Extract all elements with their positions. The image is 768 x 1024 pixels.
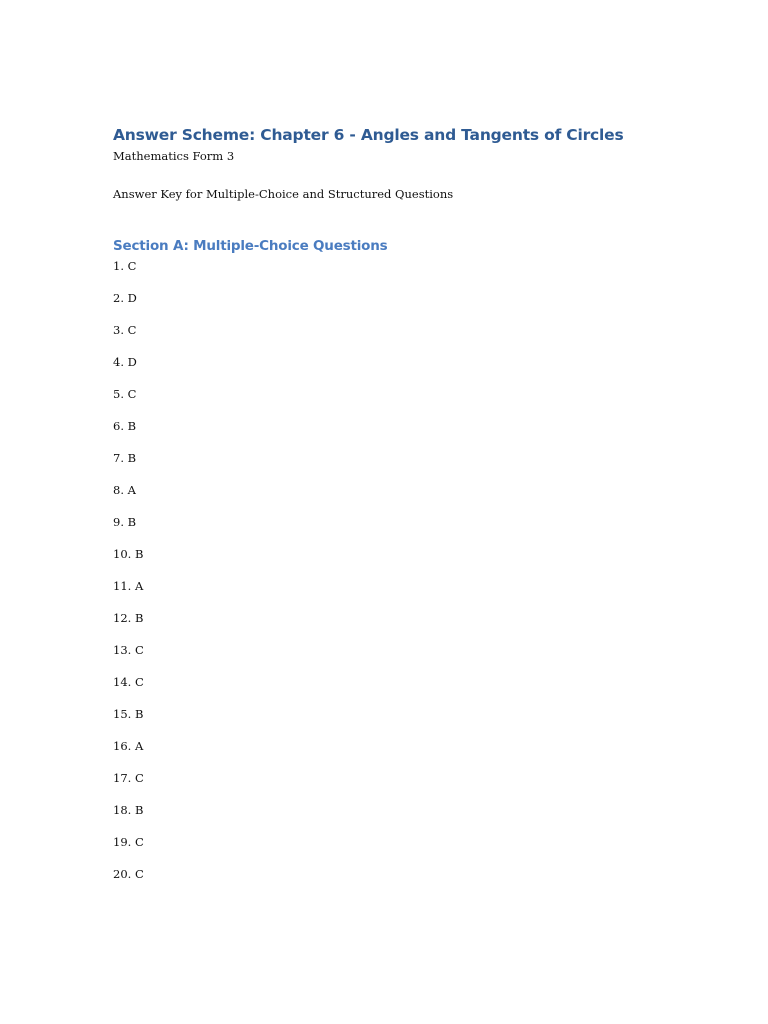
answer-item-5: 5. C (113, 387, 137, 401)
answer-item-4: 4. D (113, 355, 137, 369)
document-subtitle: Mathematics Form 3 (113, 149, 235, 163)
answer-item-16: 16. A (113, 739, 144, 753)
answer-item-1: 1. C (113, 259, 137, 273)
answer-item-20: 20. C (113, 867, 144, 881)
document-content (113, 124, 673, 898)
answer-item-2: 2. D (113, 291, 137, 305)
answer-item-9: 9. B (113, 515, 137, 529)
answer-item-17: 17. C (113, 771, 144, 785)
answer-item-15: 15. B (113, 707, 144, 721)
answer-list (113, 258, 673, 898)
answer-item-12: 12. B (113, 611, 144, 625)
answer-item-19: 19. C (113, 835, 144, 849)
answer-item-7: 7. B (113, 451, 137, 465)
document-title: Answer Scheme: Chapter 6 - Angles and Tangents of Circles (113, 126, 624, 144)
document-intro: Answer Key for Multiple-Choice and Structured Questions (113, 187, 454, 201)
section-a-heading: Section A: Multiple-Choice Questions (113, 238, 388, 254)
answer-item-10: 10. B (113, 547, 144, 561)
answer-item-3: 3. C (113, 323, 137, 337)
answer-item-18: 18. B (113, 803, 144, 817)
answer-item-11: 11. A (113, 579, 144, 593)
answer-item-14: 14. C (113, 675, 144, 689)
answer-item-8: 8. A (113, 483, 136, 497)
answer-item-13: 13. C (113, 643, 144, 657)
answer-item-6: 6. B (113, 419, 137, 433)
